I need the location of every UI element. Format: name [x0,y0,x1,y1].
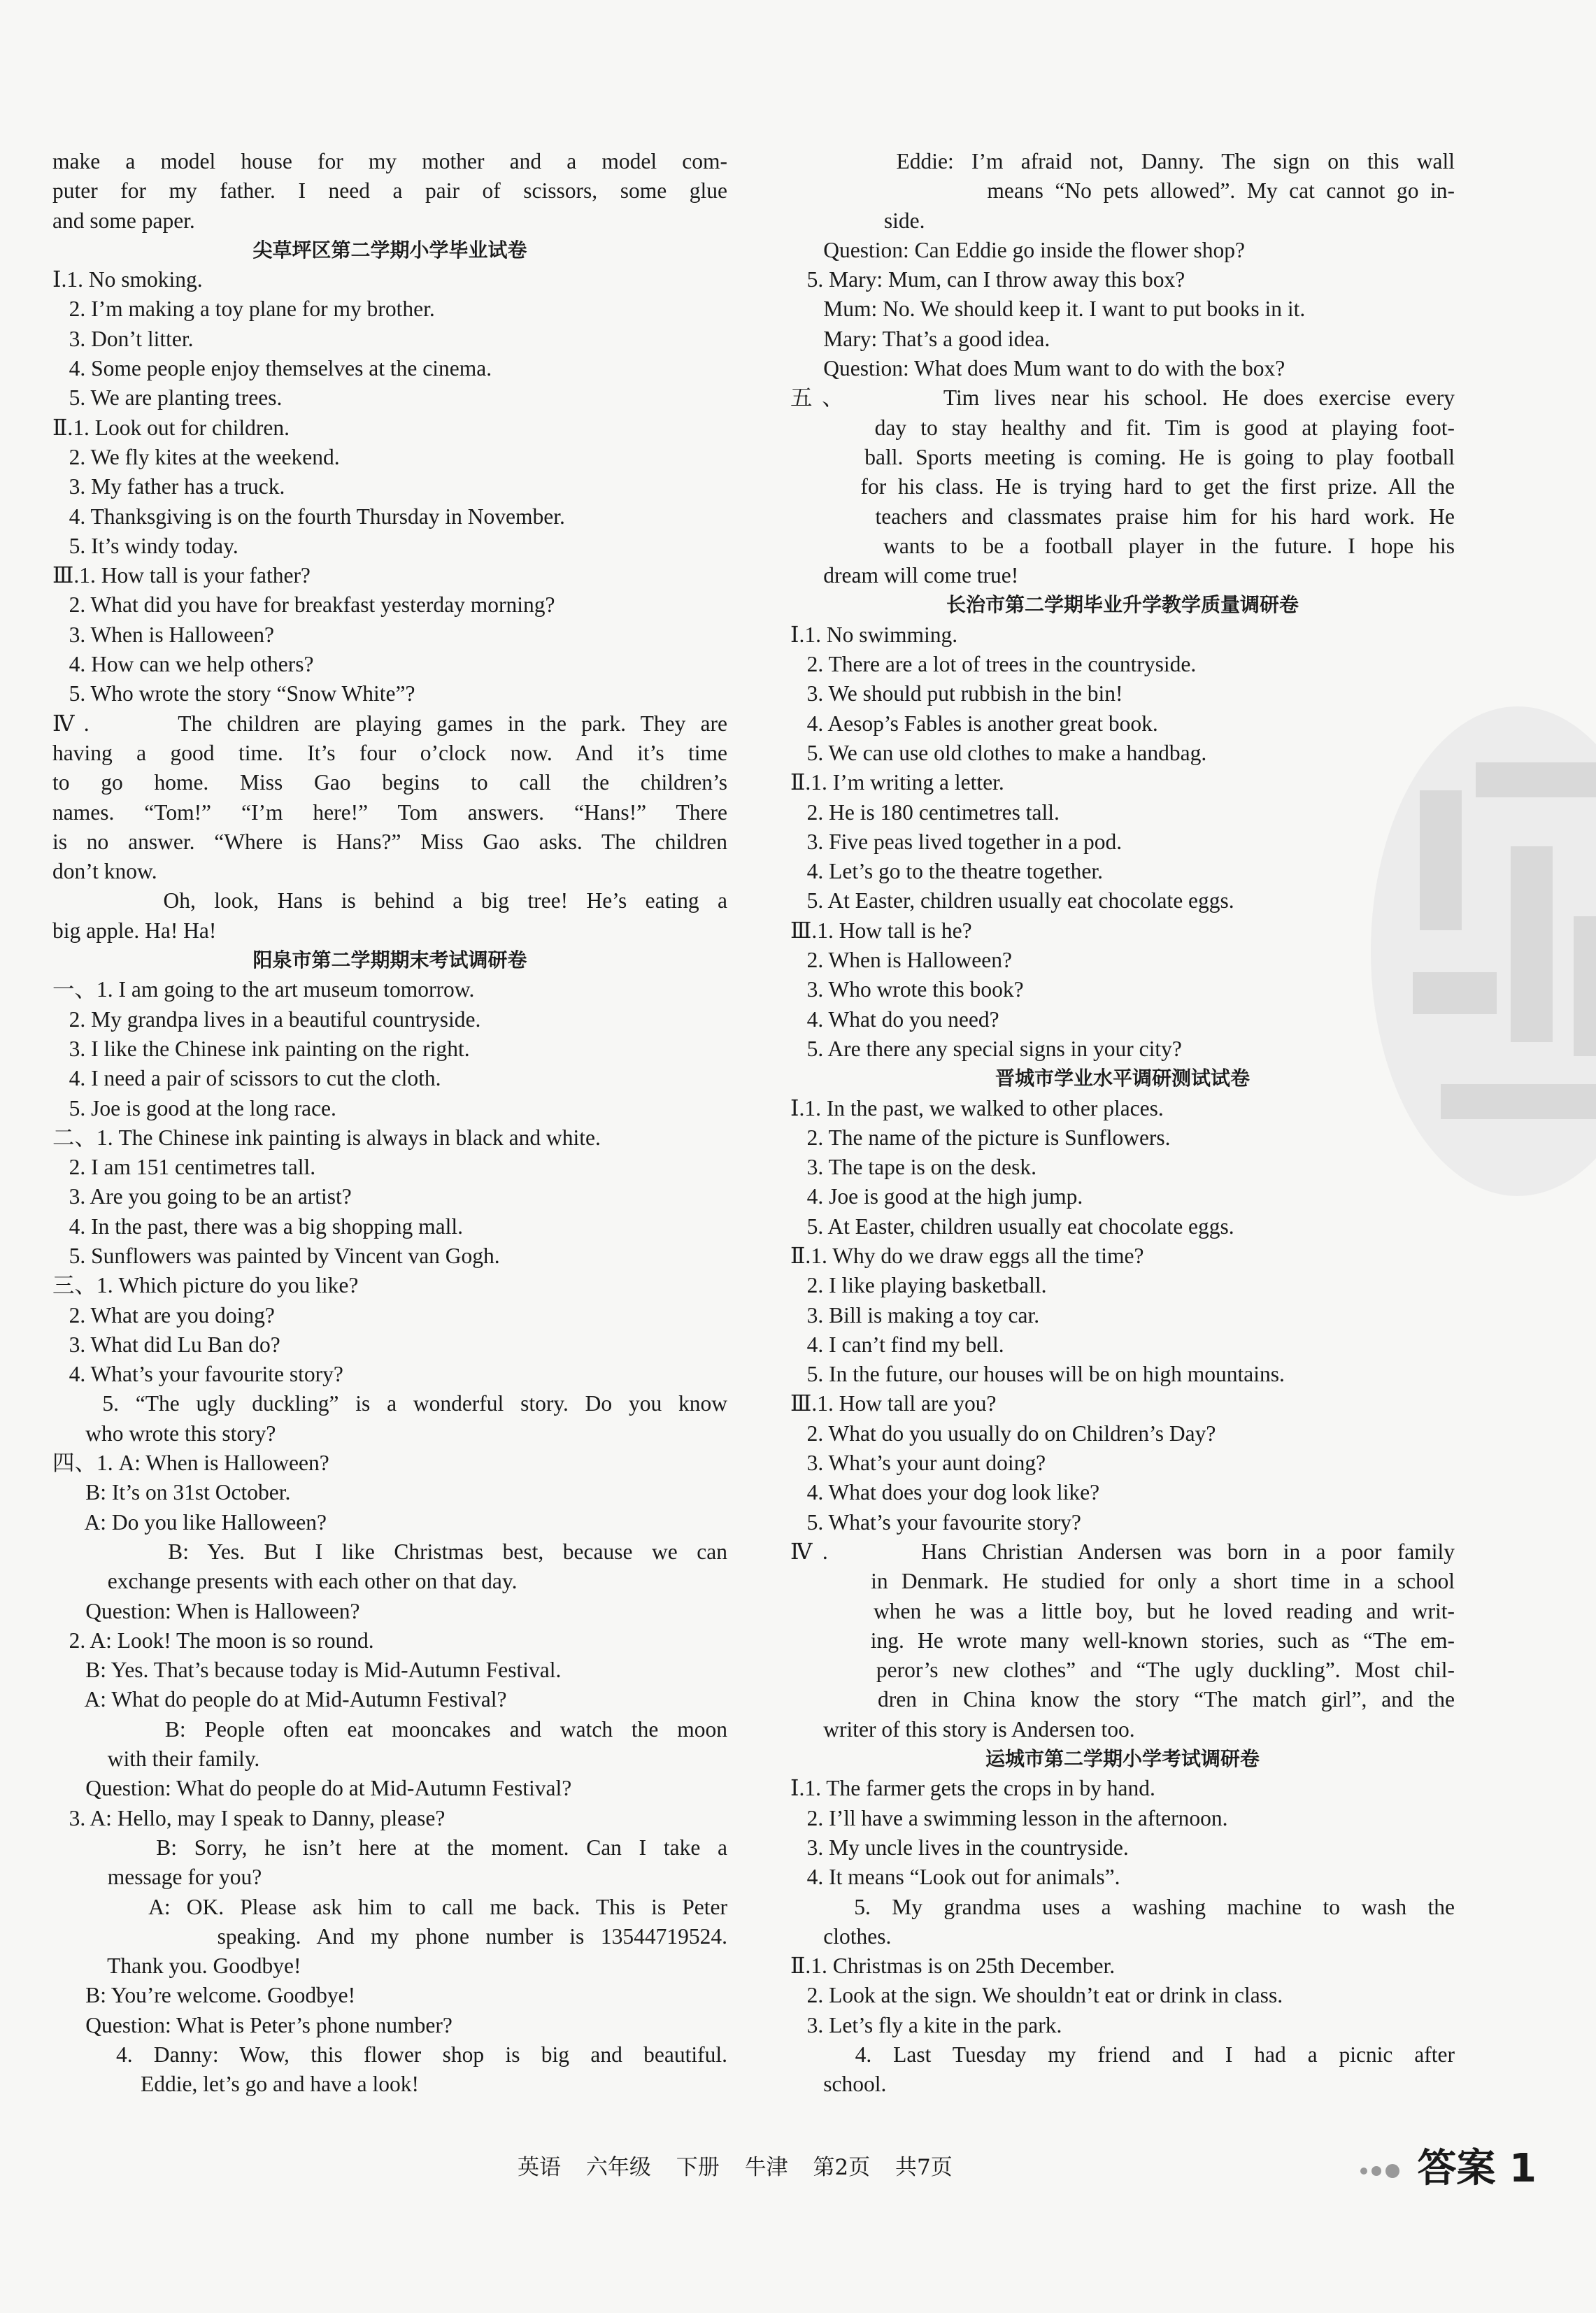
text-line: 4. Joe is good at the high jump. [790,1184,1083,1209]
text-line: 5. My grandma uses a washing machine to wash the [790,1894,1455,1919]
text-line: 3. Five peas lived together in a pod. [790,829,1123,854]
text-line: big apple. Ha! Ha! [52,918,217,943]
text-line: dream will come true! [790,563,1019,588]
text-line: 2. A: Look! The moon is so round. [52,1628,374,1653]
section-heading: 阳泉市第二学期期末考试调研卷 [252,948,527,972]
text-line: B: Yes. But I like Christmas best, because we can [52,1539,727,1564]
text-line: 2. He is 180 centimetres tall. [790,799,1060,825]
section-heading: 晋城市学业水平调研测试试卷 [995,1067,1250,1090]
text-line: teachers and classmates praise him for his hard work. He [790,504,1455,529]
text-line: 5. We can use old clothes to make a handbag. [790,740,1207,765]
text-line: Eddie: I’m afraid not, Danny. The sign on this wall [790,149,1455,173]
text-line: 2. When is Halloween? [790,948,1012,973]
text-line: 2. What are you doing? [52,1302,275,1328]
text-line: 3. What did Lu Ban do? [52,1332,280,1357]
text-line: Oh, look, Hans is behind a big tree! He’s eating a [52,888,727,913]
text-line: who wrote this story? [52,1421,276,1446]
text-line: 三、1. Which picture do you like? [52,1273,359,1298]
text-line: Ⅰ.1. No smoking. [52,267,203,292]
text-line: in Denmark. He studied for only a short time in a school [790,1569,1455,1594]
text-line: message for you? [52,1865,262,1890]
text-line: A: OK. Please ask him to call me back. This is Peter [52,1894,727,1919]
section-heading: 尖草坪区第二学期小学毕业试卷 [252,238,527,262]
text-line: Question: What is Peter’s phone number? [52,2012,453,2037]
text-line: Ⅱ.1. I’m writing a letter. [790,770,1004,795]
text-line: means “No pets allowed”. My cat cannot go in- [790,178,1455,204]
text-line: Ⅳ. Hans Christian Andersen was born in a poor family [790,1539,1455,1564]
page-footer [518,2149,971,2181]
text-line: Question: Can Eddie go inside the flower shop? [790,237,1246,262]
text-line: 4. I need a pair of scissors to cut the cloth. [52,1066,441,1091]
text-line: make a model house for my mother and a model com- [52,149,727,173]
text-line: Question: What does Mum want to do with the box? [790,356,1285,381]
text-line: Question: When is Halloween? [52,1598,360,1623]
footer-edition: 牛津 [744,2155,788,2180]
text-line: Ⅲ.1. How tall is your father? [52,563,311,588]
text-line: is no answer. “Where is Hans?” Miss Gao asks. The children [52,829,727,854]
text-line: B: Sorry, he isn’t here at the moment. Can I take a [52,1835,727,1860]
text-line: 4. How can we help others? [52,652,314,677]
text-line: exchange presents with each other on that day. [52,1569,518,1594]
text-line: Ⅳ. The children are playing games in the park. They are [52,711,727,736]
text-line: 5. It’s windy today. [52,533,238,558]
text-line: 3. We should put rubbish in the bin! [790,681,1123,706]
text-line: 4. Aesop’s Fables is another great book. [790,711,1158,736]
text-line: when he was a little boy, but he loved reading and writ- [790,1598,1455,1623]
text-line: 3. When is Halloween? [52,622,274,647]
text-line: Ⅱ.1. Why do we draw eggs all the time? [790,1243,1144,1268]
text-line: with their family. [52,1746,260,1772]
text-line: Ⅱ.1. Christmas is on 25th December. [790,1953,1116,1979]
text-line: Ⅱ.1. Look out for children. [52,415,290,440]
text-line: 5. Are there any special signs in your city? [790,1036,1182,1061]
text-line: having a good time. It’s four o’clock now. And it’s time [52,740,727,765]
text-line: names. “Tom!” “I’m here!” Tom answers. “Hans!” There [52,799,727,825]
footer-total: 共7页 [895,2155,953,2180]
text-line: 4. In the past, there was a big shopping mall. [52,1214,464,1239]
text-line: 5. What’s your favourite story? [790,1509,1081,1535]
text-line: 二、1. The Chinese ink painting is always in black and white. [52,1125,601,1150]
text-line: 3. My father has a truck. [52,474,285,499]
text-line: 2. What did you have for breakfast yesterday morning? [52,592,555,618]
text-line: B: Yes. That’s because today is Mid-Autumn Festival. [52,1658,562,1683]
text-line: 一、1. I am going to the art museum tomorrow. [52,977,475,1002]
text-line: 5. Joe is good at the long race. [52,1095,336,1120]
text-line: Mary: That’s a good idea. [790,326,1050,351]
text-line: 4. What does your dog look like? [790,1480,1100,1505]
dots-icon [1360,2146,1404,2191]
text-line: peror’s new clothes” and “The ugly duckling”. Most chil- [790,1658,1455,1683]
text-line: Eddie, let’s go and have a look! [52,2072,420,2097]
text-line: B: People often eat mooncakes and watch the moon [52,1716,727,1742]
text-line: 3. Bill is making a toy car. [790,1302,1040,1328]
text-line: ball. Sports meeting is coming. He is going to play football [790,444,1455,469]
text-line: 4. I can’t find my bell. [790,1332,1004,1357]
text-line: 3. The tape is on the desk. [790,1155,1036,1180]
text-line: to go home. Miss Gao begins to call the children’s [52,770,727,795]
answer-badge-label: 答案 1 [1417,2146,1537,2191]
text-line: B: It’s on 31st October. [52,1480,291,1505]
text-line: 3. What’s your aunt doing? [790,1451,1046,1476]
text-line: 2. I am 151 centimetres tall. [52,1155,316,1180]
text-line: clothes. [790,1923,892,1949]
text-line: 3. Don’t litter. [52,326,194,351]
text-line: school. [790,2072,887,2097]
text-line: 5. Sunflowers was painted by Vincent van Gogh. [52,1243,500,1268]
text-line: 2. What do you usually do on Children’s Day? [790,1421,1216,1446]
text-line: 5. Mary: Mum, can I throw away this box? [790,267,1185,292]
text-line: writer of this story is Andersen too. [790,1716,1135,1742]
text-line: 四、1. A: When is Halloween? [52,1451,329,1476]
text-line: for his class. He is trying hard to get the first prize. All the [790,474,1455,499]
text-line: ing. He wrote many well-known stories, such as “The em- [790,1628,1455,1653]
text-line: 4. What’s your favourite story? [52,1362,343,1387]
right-column [790,147,1455,2100]
left-column [52,147,727,2100]
text-line: dren in China know the story “The match girl”, and the [790,1687,1455,1712]
text-line: wants to be a football player in the future. I hope his [790,533,1455,558]
text-line: 5. Who wrote the story “Snow White”? [52,681,415,706]
text-line: 3. Are you going to be an artist? [52,1184,352,1209]
footer-volume: 下册 [676,2155,720,2180]
text-line: 5. At Easter, children usually eat chocolate eggs. [790,1214,1234,1239]
text-line: 3. My uncle lives in the countryside. [790,1835,1129,1860]
section-heading: 运城市第二学期小学考试调研卷 [985,1747,1260,1771]
text-line: Ⅲ.1. How tall are you? [790,1391,997,1416]
text-line: Ⅰ.1. No swimming. [790,622,958,647]
text-line: 2. We fly kites at the weekend. [52,444,340,469]
text-line: A: What do people do at Mid-Autumn Festival? [52,1687,507,1712]
text-line: 4. It means “Look out for animals”. [790,1865,1120,1890]
text-line: Ⅰ.1. The farmer gets the crops in by hand. [790,1776,1155,1801]
text-line: 2. I like playing basketball. [790,1273,1047,1298]
text-line: 5. At Easter, children usually eat chocolate eggs. [790,888,1234,913]
text-line: 2. There are a lot of trees in the countryside. [790,652,1197,677]
text-line: 4. Last Tuesday my friend and I had a picnic after [790,2042,1455,2067]
section-heading: 长治市第二学期毕业升学教学质量调研卷 [946,593,1299,617]
text-line: Ⅰ.1. In the past, we walked to other places. [790,1095,1164,1120]
text-line: 3. A: Hello, may I speak to Danny, please? [52,1805,446,1830]
text-line: 2. The name of the picture is Sunflowers. [790,1125,1171,1150]
footer-grade: 六年级 [585,2155,651,2180]
text-line: and some paper. [52,208,195,233]
text-line: Thank you. Goodbye! [52,1953,301,1979]
text-line: day to stay healthy and fit. Tim is good at playing foot- [790,415,1455,440]
footer-subject: 英语 [518,2155,561,2180]
text-line: 5. We are planting trees. [52,385,283,411]
text-line: Mum: No. We should keep it. I want to put books in it. [790,297,1306,322]
text-line: 4. Danny: Wow, this flower shop is big and beautiful. [52,2042,727,2067]
text-line: 4. What do you need? [790,1006,999,1032]
text-line: 3. Who wrote this book? [790,977,1024,1002]
text-line: speaking. And my phone number is 13544719524. [52,1923,727,1949]
text-line: 4. Thanksgiving is on the fourth Thursday in November. [52,504,565,529]
text-line: don’t know. [52,859,157,884]
text-line: 3. I like the Chinese ink painting on the right. [52,1036,470,1061]
text-line: 2. My grandpa lives in a beautiful countryside. [52,1006,481,1032]
text-line: 5. “The ugly duckling” is a wonderful story. Do you know [52,1391,727,1416]
text-line: 4. Let’s go to the theatre together. [790,859,1103,884]
text-line: puter for my father. I need a pair of scissors, some glue [52,178,727,204]
text-line: 2. I’ll have a swimming lesson in the afternoon. [790,1805,1228,1830]
footer-page: 第2页 [813,2155,871,2180]
text-line: 2. Look at the sign. We shouldn’t eat or drink in class. [790,1983,1283,2008]
text-line: 3. Let’s fly a kite in the park. [790,2012,1062,2037]
text-line: 五、 Tim lives near his school. He does exercise every [790,385,1455,411]
answer-badge [1360,2137,1537,2193]
text-line: Question: What do people do at Mid-Autumn Festival? [52,1776,572,1801]
text-line: A: Do you like Halloween? [52,1509,327,1535]
text-line: Ⅲ.1. How tall is he? [790,918,972,943]
text-line: 5. In the future, our houses will be on high mountains. [790,1362,1285,1387]
text-line: B: You’re welcome. Goodbye! [52,1983,356,2008]
text-line: side. [790,208,925,233]
text-line: 4. Some people enjoy themselves at the cinema. [52,356,492,381]
text-line: 2. I’m making a toy plane for my brother. [52,297,435,322]
